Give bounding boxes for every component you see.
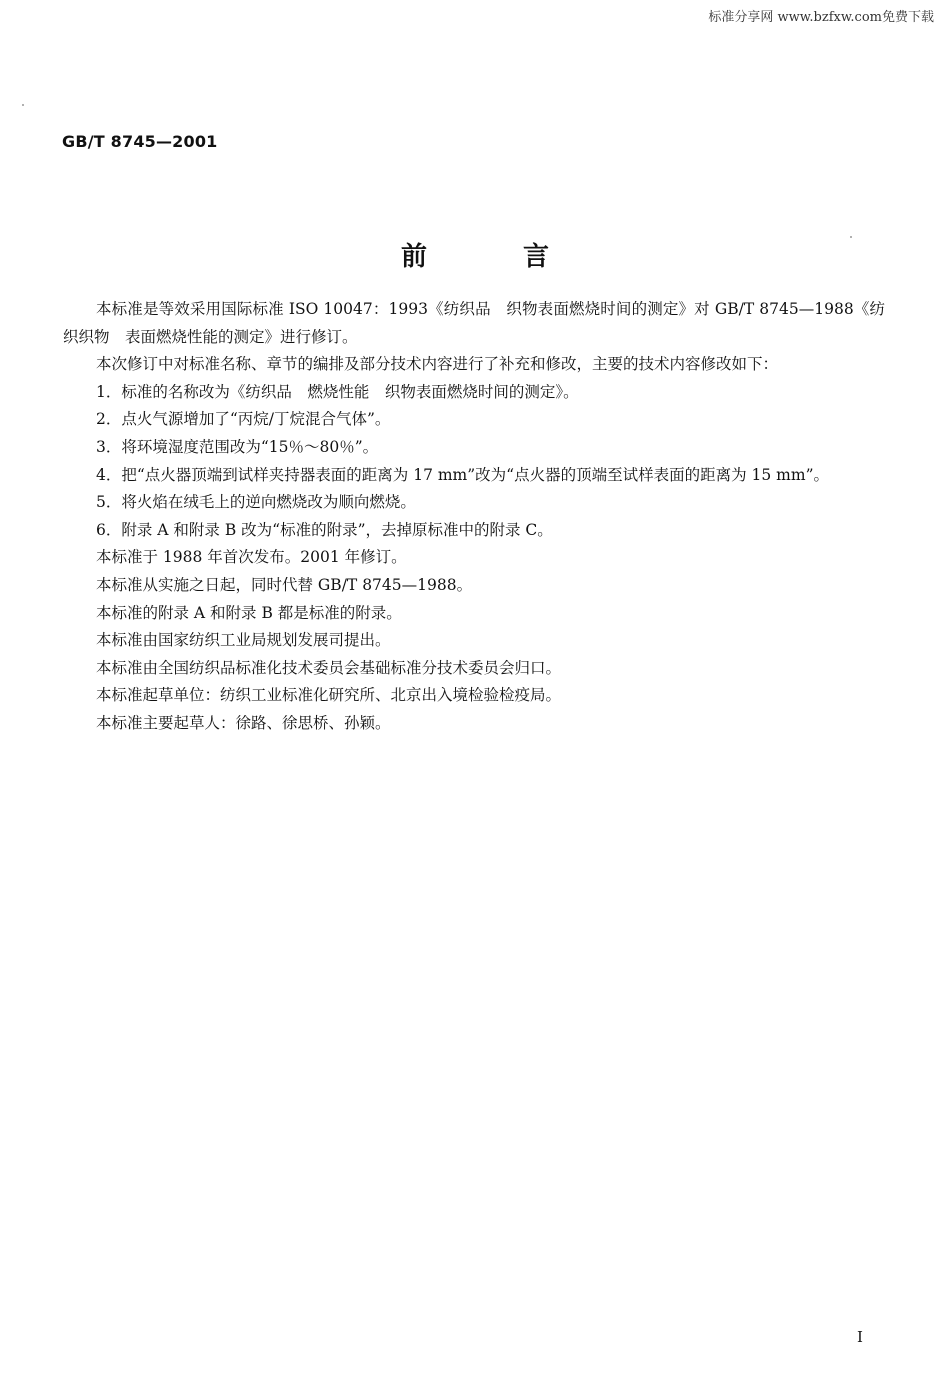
standard-number: GB/T 8745—2001	[62, 132, 218, 151]
paragraph: 本标准由全国纺织品标准化技术委员会基础标准分技术委员会归口。	[96, 658, 562, 677]
paragraph: 本标准起草单位：纺织工业标准化研究所、北京出入境检验检疫局。	[96, 686, 562, 705]
paragraph: 本标准于 1988 年首次发布。2001 年修订。	[96, 548, 407, 567]
list-item: 2．点火气源增加了“丙烷/丁烷混合气体”。	[96, 410, 391, 429]
list-item: 6．附录 A 和附录 B 改为“标准的附录”，去掉原标准中的附录 C。	[96, 520, 553, 539]
paragraph: 本次修订中对标准名称、章节的编排及部分技术内容进行了补充和修改，主要的技术内容修改如下：	[96, 355, 779, 374]
preface-body	[63, 296, 885, 738]
list-item: 4．把“点火器顶端到试样夹持器表面的距离为 17 mm”改为“点火器的顶端至试样表面的距离为 15 mm”。	[96, 465, 830, 484]
list-item: 1．标准的名称改为《纺织品 燃烧性能 织物表面燃烧时间的测定》。	[96, 382, 579, 401]
site-watermark: 标准分享网 www.bzfxw.com免费下载	[708, 10, 934, 25]
paragraph: 本标准主要起草人：徐路、徐思桥、孙颖。	[96, 713, 391, 732]
page-title: 前言	[400, 242, 645, 272]
paragraph: 本标准的附录 A 和附录 B 都是标准的附录。	[96, 603, 402, 622]
paragraph: 本标准由国家纺织工业局规划发展司提出。	[96, 631, 391, 650]
paragraph: 本标准从实施之日起，同时代替 GB/T 8745—1988。	[96, 575, 473, 594]
scan-speck	[22, 104, 24, 106]
list-item: 5．将火焰在绒毛上的逆向燃烧改为顺向燃烧。	[96, 493, 416, 512]
list-item: 3．将环境湿度范围改为“15％～80％”。	[96, 437, 379, 456]
page-number: I	[857, 1328, 863, 1346]
paragraph: 本标准是等效采用国际标准 ISO 10047：1993《纺织品 织物表面燃烧时间的测定》对 GB/T 8745—1988《纺织织物 表面燃烧性能的测定》进行修订。	[63, 300, 885, 346]
